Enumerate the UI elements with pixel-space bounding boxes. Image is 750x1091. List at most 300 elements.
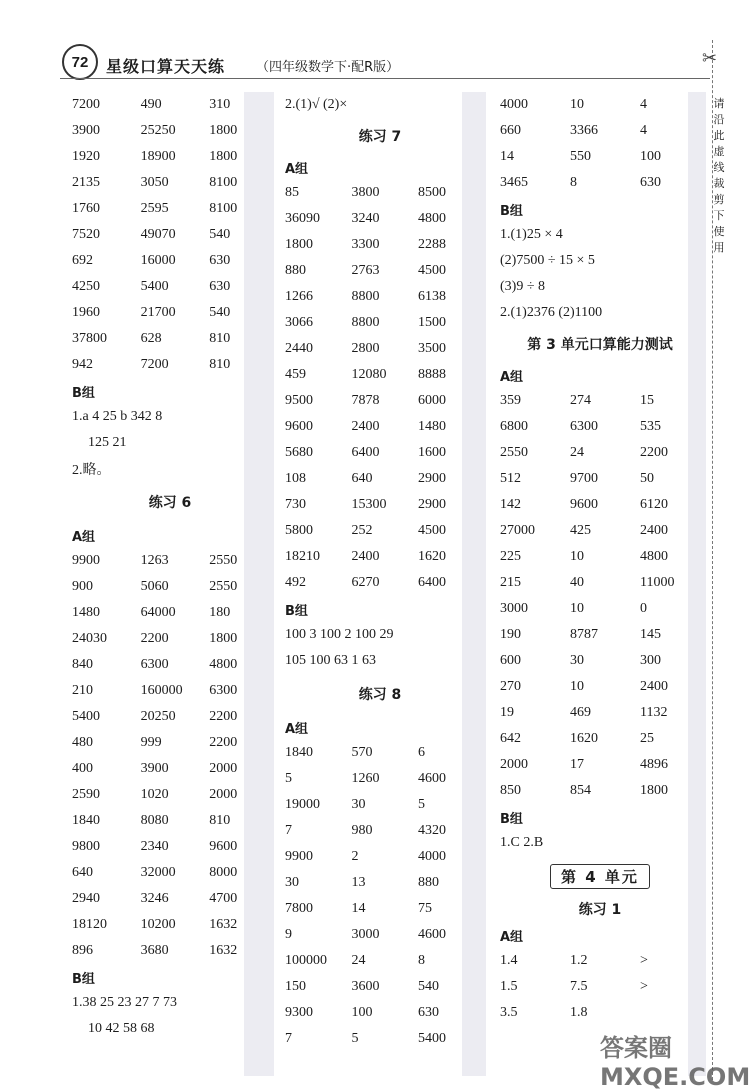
answer-row: [500, 674, 700, 700]
answer-cell: 160000: [140, 683, 183, 698]
answer-cell: 2800: [351, 341, 380, 356]
answer-row: [285, 974, 475, 1000]
answer-cell: 40: [570, 575, 584, 590]
answer-row: [72, 92, 268, 118]
answer-cell: 3050: [140, 175, 169, 190]
answer-line: 1.38 25 23 27 7 73: [72, 995, 177, 1010]
answer-cell: 2288: [418, 237, 446, 252]
answer-row: [285, 232, 475, 258]
answer-cell: 50: [640, 471, 654, 486]
answer-cell: 6800: [500, 419, 528, 434]
answer-cell: 1920: [72, 149, 100, 164]
answer-cell: 5060: [140, 579, 169, 594]
answer-row: [285, 948, 475, 974]
answer-cell: 1.4: [500, 953, 518, 968]
answer-cell: 630: [418, 1005, 439, 1020]
answer-cell: >: [640, 953, 648, 968]
answer-cell: 75: [418, 901, 432, 916]
answer-cell: 7520: [72, 227, 100, 242]
answer-cell: 6138: [418, 289, 446, 304]
answer-cell: 4896: [640, 757, 668, 772]
answer-cell: 3246: [140, 891, 169, 906]
answer-cell: 630: [640, 175, 661, 190]
answer-cell: 64000: [140, 605, 176, 620]
answer-cell: 6000: [418, 393, 446, 408]
answer-cell: 1132: [640, 705, 668, 720]
answer-row: [285, 336, 475, 362]
answer-row: [500, 388, 700, 414]
answer-cell: 425: [570, 523, 591, 538]
answer-cell: 5: [418, 797, 425, 812]
answer-cell: 692: [72, 253, 93, 268]
answer-cell: 150: [285, 979, 306, 994]
answer-cell: 7800: [285, 901, 313, 916]
answer-cell: >: [640, 979, 648, 994]
group-label: A组: [500, 929, 524, 945]
answer-cell: 8100: [209, 201, 238, 216]
answer-cell: 4500: [418, 523, 446, 538]
answer-cell: 2000: [209, 787, 238, 802]
answer-cell: 19000: [285, 797, 320, 812]
answer-line: 125 21: [88, 435, 127, 450]
answer-cell: 1840: [72, 813, 100, 828]
answer-cell: 2400: [351, 419, 380, 434]
answer-cell: 5400: [418, 1031, 446, 1046]
answer-cell: 274: [570, 393, 591, 408]
answer-cell: 1800: [209, 149, 238, 164]
answer-cell: 30: [351, 797, 366, 812]
answer-row: [500, 778, 700, 804]
cut-hint-char: 使: [713, 225, 725, 238]
answer-cell: 628: [140, 331, 162, 346]
answer-cell: 4800: [418, 211, 446, 226]
answer-cell: 3240: [351, 211, 380, 226]
answer-cell: 100000: [285, 953, 327, 968]
answer-row: [72, 170, 268, 196]
answer-cell: 6300: [140, 657, 169, 672]
answer-cell: 37800: [72, 331, 107, 346]
answer-row: [285, 440, 475, 466]
answer-row: [285, 492, 475, 518]
answer-cell: 1.2: [570, 953, 588, 968]
cut-hint: [712, 96, 726, 256]
exercise-title: 练习 7: [358, 129, 402, 145]
group-label: A组: [500, 369, 524, 385]
answer-cell: 1260: [351, 771, 380, 786]
answer-cell: 942: [72, 357, 93, 372]
answer-cell: 9600: [570, 497, 598, 512]
answer-cell: 32000: [140, 865, 176, 880]
answer-row: [72, 196, 268, 222]
answer-row: [72, 808, 268, 834]
answer-cell: 10: [570, 601, 584, 616]
answer-row: [500, 144, 700, 170]
cut-hint-char: 下: [713, 209, 725, 222]
answer-cell: 600: [500, 653, 521, 668]
answer-row: [72, 326, 268, 352]
unit-heading: 第 4 单元: [550, 864, 650, 889]
answer-cell: 2400: [640, 679, 668, 694]
answer-cell: 108: [285, 471, 306, 486]
answer-cell: 5: [351, 1031, 359, 1046]
answer-cell: 4800: [209, 657, 238, 672]
answer-cell: 2400: [640, 523, 668, 538]
cut-hint-char: 此: [713, 129, 725, 142]
test-title: 第 3 单元口算能力测试: [527, 337, 673, 353]
book-subtitle: （四年级数学下·配R版）: [256, 60, 400, 75]
answer-row: [285, 896, 475, 922]
answer-cell: 9300: [285, 1005, 313, 1020]
answer-row: [285, 284, 475, 310]
cut-hint-char: 请: [713, 97, 725, 110]
group-label: A组: [285, 161, 309, 177]
answer-cell: 4: [640, 97, 647, 112]
exercise-title: 练习 6: [148, 495, 192, 511]
group-label: A组: [285, 721, 309, 737]
answer-cell: 1800: [640, 783, 668, 798]
answer-cell: 1480: [418, 419, 446, 434]
answer-line: 2.略。: [72, 463, 111, 478]
answer-row: [500, 440, 700, 466]
answer-cell: 810: [209, 331, 231, 346]
answer-row: [500, 414, 700, 440]
answer-cell: 540: [418, 979, 439, 994]
answer-cell: 21700: [140, 305, 176, 320]
answer-cell: 11000: [640, 575, 675, 590]
answer-cell: 1.5: [500, 979, 518, 994]
answer-cell: 30: [285, 875, 299, 890]
answer-cell: 24: [570, 445, 584, 460]
answer-cell: 3500: [418, 341, 446, 356]
answer-column-2: [285, 92, 475, 1076]
exercise-title: 练习 1: [578, 902, 622, 918]
answer-row: [285, 362, 475, 388]
answer-cell: 100: [351, 1005, 373, 1020]
answer-cell: 4000: [418, 849, 446, 864]
answer-cell: 18120: [72, 917, 107, 932]
answer-cell: 6120: [640, 497, 668, 512]
answer-cell: 1.8: [570, 1005, 588, 1020]
answer-cell: 3300: [351, 237, 380, 252]
answer-cell: 1480: [72, 605, 100, 620]
answer-cell: 7: [285, 1031, 292, 1046]
group-label: B组: [285, 603, 308, 619]
answer-row: [285, 870, 475, 896]
answer-cell: 850: [500, 783, 521, 798]
answer-cell: 5400: [140, 279, 169, 294]
answer-row: [72, 626, 268, 652]
answer-line: 2.(1)2376 (2)1100: [500, 305, 603, 320]
answer-cell: 142: [500, 497, 521, 512]
answer-cell: 4600: [418, 927, 446, 942]
answer-row: [72, 756, 268, 782]
group-label: A组: [72, 529, 96, 545]
answer-cell: 640: [351, 471, 373, 486]
answer-row: [72, 548, 268, 574]
answer-cell: 10200: [140, 917, 176, 932]
answer-cell: 2135: [72, 175, 100, 190]
answer-cell: 3680: [140, 943, 169, 958]
answer-cell: 880: [285, 263, 306, 278]
answer-row: [285, 1026, 475, 1052]
group-label: B组: [72, 385, 95, 401]
answer-cell: 1800: [285, 237, 313, 252]
answer-row: [72, 118, 268, 144]
answer-cell: 660: [500, 123, 521, 138]
answer-row: [72, 248, 268, 274]
answer-row: [72, 834, 268, 860]
answer-cell: 999: [140, 735, 162, 750]
answer-row: [72, 574, 268, 600]
answer-cell: 4000: [500, 97, 528, 112]
answer-cell: 9900: [285, 849, 313, 864]
answer-cell: 18900: [140, 149, 176, 164]
answer-cell: 85: [285, 185, 299, 200]
answer-row: [285, 844, 475, 870]
answer-cell: 2595: [140, 201, 169, 216]
answer-cell: 310: [209, 97, 231, 112]
answer-cell: 480: [72, 735, 93, 750]
answer-cell: 6: [418, 745, 425, 760]
answer-row: [285, 792, 475, 818]
answer-cell: 6270: [351, 575, 380, 590]
answer-cell: 9600: [285, 419, 313, 434]
answer-cell: 2200: [140, 631, 169, 646]
answer-cell: 535: [640, 419, 661, 434]
answer-cell: 8000: [209, 865, 238, 880]
answer-cell: 2200: [209, 735, 238, 750]
exercise-title: 练习 8: [358, 687, 402, 703]
answer-cell: 180: [209, 605, 231, 620]
answer-row: [500, 1000, 700, 1026]
answer-cell: 8080: [140, 813, 169, 828]
answer-row: [285, 388, 475, 414]
answer-cell: 9700: [570, 471, 598, 486]
answer-row: [72, 860, 268, 886]
answer-row: [500, 518, 700, 544]
answer-cell: 2900: [418, 497, 446, 512]
answer-cell: 630: [209, 253, 231, 268]
answer-cell: 15: [640, 393, 654, 408]
answer-cell: 810: [209, 357, 231, 372]
answer-cell: 18210: [285, 549, 320, 564]
answer-cell: 7: [285, 823, 292, 838]
answer-row: [72, 144, 268, 170]
answer-cell: 8500: [418, 185, 446, 200]
answer-row: [72, 704, 268, 730]
answer-cell: 5: [285, 771, 292, 786]
answer-cell: 5680: [285, 445, 313, 460]
answer-line: 100 3 100 2 100 29: [285, 627, 394, 642]
answer-cell: 300: [640, 653, 661, 668]
answer-row: [285, 180, 475, 206]
answer-cell: 2550: [209, 553, 238, 568]
answer-cell: 7878: [351, 393, 380, 408]
answer-cell: 630: [209, 279, 231, 294]
answer-cell: 10: [570, 97, 584, 112]
answer-cell: 3066: [285, 315, 313, 330]
cut-hint-char: 线: [713, 161, 725, 174]
answer-cell: 24030: [72, 631, 107, 646]
answer-row: [500, 492, 700, 518]
answer-cell: 540: [209, 305, 231, 320]
group-label: B组: [500, 203, 523, 219]
answer-cell: 640: [72, 865, 93, 880]
answer-row: [285, 258, 475, 284]
answer-cell: 896: [72, 943, 93, 958]
answer-row: [500, 570, 700, 596]
answer-cell: 3465: [500, 175, 528, 190]
answer-cell: 2900: [418, 471, 446, 486]
answer-cell: 2550: [209, 579, 238, 594]
answer-cell: 2763: [351, 263, 380, 278]
answer-cell: 359: [500, 393, 521, 408]
answer-cell: 24: [351, 953, 366, 968]
answer-cell: 4600: [418, 771, 446, 786]
answer-row: [285, 466, 475, 492]
answer-cell: 550: [570, 149, 591, 164]
answer-cell: 2: [351, 849, 359, 864]
header-rule: [60, 78, 710, 79]
answer-row: [500, 700, 700, 726]
answer-cell: 3000: [351, 927, 380, 942]
answer-cell: 469: [570, 705, 591, 720]
answer-cell: 980: [351, 823, 373, 838]
cut-hint-char: 虚: [713, 145, 725, 158]
answer-cell: 13: [351, 875, 366, 890]
answer-cell: 854: [570, 783, 591, 798]
answer-row: [285, 544, 475, 570]
answer-row: [500, 752, 700, 778]
answer-cell: 9600: [209, 839, 238, 854]
answer-cell: 36090: [285, 211, 320, 226]
answer-cell: 5400: [72, 709, 100, 724]
page-header: [60, 42, 710, 80]
answer-cell: 10: [570, 679, 584, 694]
answer-cell: 9800: [72, 839, 100, 854]
answer-cell: 100: [640, 149, 661, 164]
answer-cell: 3800: [351, 185, 380, 200]
answer-cell: 1620: [418, 549, 446, 564]
answer-line: 1.a 4 25 b 342 8: [72, 409, 163, 424]
answer-row: [72, 600, 268, 626]
answer-line: 105 100 63 1 63: [285, 653, 376, 668]
answer-cell: 27000: [500, 523, 535, 538]
answer-cell: 1960: [72, 305, 100, 320]
answer-cell: 19: [500, 705, 514, 720]
answer-row: [72, 730, 268, 756]
answer-cell: 1020: [140, 787, 169, 802]
answer-cell: 2590: [72, 787, 100, 802]
answer-cell: 17: [570, 757, 584, 772]
answer-cell: 49070: [140, 227, 176, 242]
group-label: B组: [72, 971, 95, 987]
page-number: 72: [62, 44, 98, 80]
answer-cell: 2000: [500, 757, 528, 772]
answer-row: [285, 310, 475, 336]
answer-cell: 6400: [418, 575, 446, 590]
answer-cell: 190: [500, 627, 521, 642]
answer-cell: 3366: [570, 123, 598, 138]
answer-row: [500, 622, 700, 648]
brand-title: 星级口算天天练: [106, 57, 226, 76]
answer-cell: 512: [500, 471, 521, 486]
answer-cell: 2400: [351, 549, 380, 564]
answer-row: [72, 352, 268, 378]
answer-cell: 8787: [570, 627, 598, 642]
answer-cell: 492: [285, 575, 306, 590]
answer-row: [500, 596, 700, 622]
answer-cell: 8888: [418, 367, 446, 382]
answer-line: 1.(1)25 × 4: [500, 227, 563, 242]
answer-cell: 9500: [285, 393, 313, 408]
answer-cell: 1266: [285, 289, 313, 304]
answer-cell: 3900: [140, 761, 169, 776]
answer-cell: 490: [140, 97, 162, 112]
answer-cell: 880: [418, 875, 439, 890]
answer-row: [500, 170, 700, 196]
answer-cell: 3.5: [500, 1005, 518, 1020]
answer-cell: 570: [351, 745, 373, 760]
answer-row: [285, 206, 475, 232]
answer-cell: 3900: [72, 123, 100, 138]
answer-row: [500, 974, 700, 1000]
cut-hint-char: 剪: [713, 193, 725, 206]
answer-cell: 4250: [72, 279, 100, 294]
answer-row: [72, 886, 268, 912]
answer-cell: 1600: [418, 445, 446, 460]
scissors-icon: ✂: [702, 48, 718, 69]
answer-cell: 14: [351, 901, 366, 916]
answer-cell: 2340: [140, 839, 169, 854]
answer-cell: 2550: [500, 445, 528, 460]
answer-cell: 215: [500, 575, 521, 590]
answer-cell: 2940: [72, 891, 100, 906]
cut-hint-char: 沿: [713, 113, 725, 126]
answer-row: [285, 740, 475, 766]
answer-row: [72, 782, 268, 808]
answer-row: [285, 922, 475, 948]
answer-cell: 4320: [418, 823, 446, 838]
answer-cell: 1632: [209, 943, 238, 958]
answer-row: [500, 92, 700, 118]
answer-cell: 210: [72, 683, 93, 698]
answer-cell: 4700: [209, 891, 238, 906]
answer-column-3: [500, 92, 700, 1076]
answer-cell: 2440: [285, 341, 313, 356]
answer-row: [500, 726, 700, 752]
answer-cell: 810: [209, 813, 231, 828]
answer-cell: 1632: [209, 917, 238, 932]
answer-cell: 1760: [72, 201, 100, 216]
answer-row: [72, 652, 268, 678]
answer-row: [72, 678, 268, 704]
answer-row: [500, 948, 700, 974]
answer-cell: 1840: [285, 745, 313, 760]
answer-cell: 1800: [209, 123, 238, 138]
answer-cell: 8100: [209, 175, 238, 190]
answer-cell: 270: [500, 679, 521, 694]
answer-cell: 7.5: [570, 979, 588, 994]
answer-column-1: [72, 92, 268, 1076]
answer-cell: 900: [72, 579, 93, 594]
answer-cell: 1500: [418, 315, 446, 330]
answer-cell: 0: [640, 601, 647, 616]
answer-row: [72, 938, 268, 964]
answer-row: [500, 648, 700, 674]
answer-cell: 25250: [140, 123, 176, 138]
answer-line: 2.(1)√ (2)×: [285, 97, 348, 112]
